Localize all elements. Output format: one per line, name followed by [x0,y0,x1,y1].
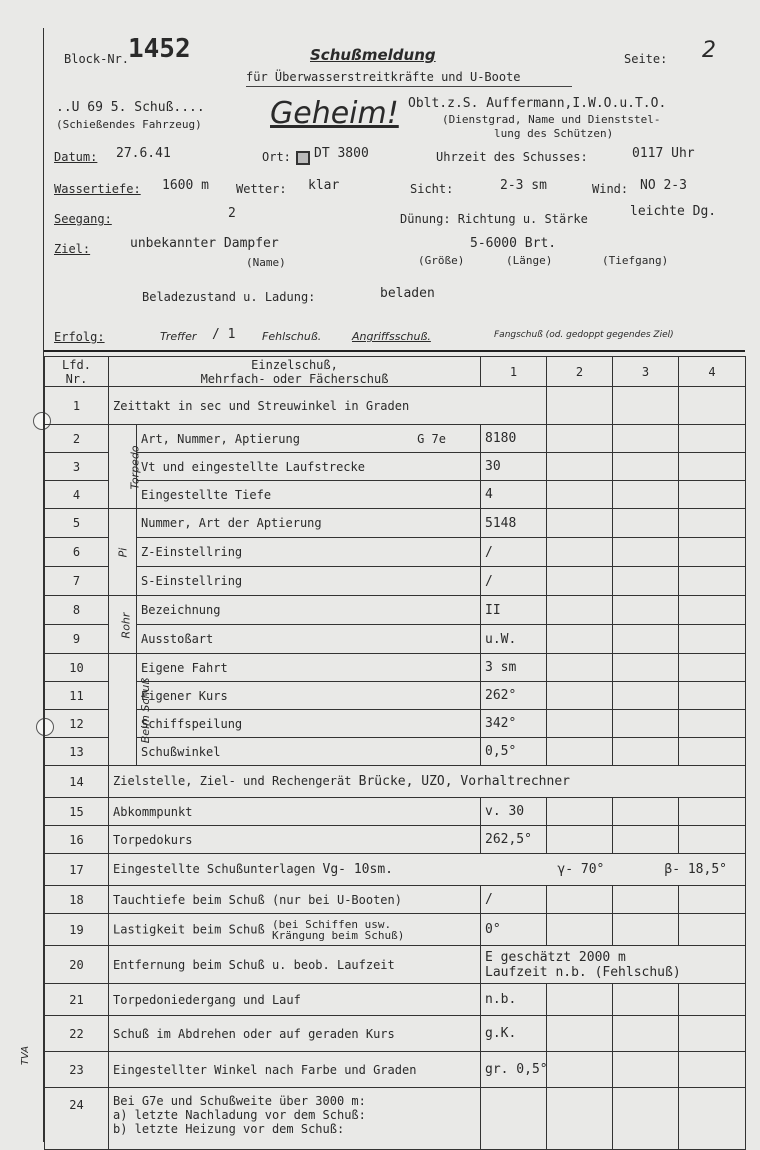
side-mark: TVA [20,1045,32,1066]
uhrzeit-value: 0117 Uhr [632,146,695,161]
erfolg-count: / 1 [212,327,236,342]
table-row: 18 Tauchtiefe beim Schuß (nur bei U-Booten) / [45,886,746,914]
erfolg-fehlschuss: Fehlschuß. [262,330,322,343]
ziel-label: Ziel: [54,242,91,256]
block-number: 1452 [128,34,191,64]
wassertiefe-label: Wassertiefe: [54,182,141,196]
table-row: 3 Vt und eingestellte Laufstrecke 30 [45,453,746,481]
seite-label: Seite: [624,52,668,66]
form-subtitle: für Überwasserstreitkräfte und U-Boote [246,70,521,84]
ziel-caption-name: (Name) [246,256,286,269]
table-row: 14 Zielstelle, Ziel- und Rechengerät Brücke, UZO, Vorhaltrechner [45,766,746,798]
erfolg-fangschuss: Fangschuß (od. gedoppt gegendes Ziel) [494,330,674,340]
ort-value: DT 3800 [314,146,369,161]
table-row: 12 Schiffspeilung 342° [45,710,746,738]
wind-label: Wind: [592,182,629,196]
table-row: 17 Eingestellte Schußunterlagen Vg- 10sm. β- 18,5° γ- 70° [45,854,746,886]
block-label: Block-Nr. [64,52,130,66]
secret-stamp: Geheim! [270,96,399,131]
ziel-caption-groesse: (Größe) [418,254,465,267]
officer-caption-1: (Dienstgrad, Name und Dienststel- [442,113,661,126]
ziel-caption-laenge: (Länge) [506,254,553,267]
table-row: 24 Bei G7e und Schußweite über 3000 m: a) letzte Nachladung vor dem Schuß: b) letzte Heizung vor dem Schuß: [45,1088,746,1150]
ziel-value: unbekannter Dampfer [130,236,279,251]
table-row: 6 Z-Einstellring / [45,538,746,567]
grid-square-icon [296,151,310,165]
ziel-size: 5-6000 Brt. [470,236,557,251]
shooter-vessel: ..U 69 5. Schuß.... [56,100,205,115]
sicht-value: 2-3 sm [500,178,547,193]
datum-value: 27.6.41 [116,146,171,161]
table-row: 4 Eingestellte Tiefe 4 [45,481,746,509]
table-row: 9 Ausstoßart u.W. [45,625,746,654]
ziel-caption-tiefgang: (Tiefgang) [602,254,669,267]
group-torpedo: Torpedo [109,425,137,509]
header-separator [44,350,745,352]
table-row: 21 Torpedoniedergang und Lauf n.b. [45,984,746,1016]
erfolg-treffer: Treffer [160,330,197,343]
table-row: 23 Eingestellter Winkel nach Farbe und Graden gr. 0,5° [45,1052,746,1088]
table-row: 19 Lastigkeit beim Schuß (bei Schiffen usw. Krängung beim Schuß) 0° [45,914,746,946]
table-row: 5 Pi Nummer, Art der Aptierung 5148 [45,509,746,538]
group-rohr: Rohr [109,596,137,654]
beladung-value: beladen [380,286,435,301]
officer-caption-2: lung des Schützen) [494,127,614,140]
header-col-1: 1 [481,357,547,387]
table-row: 15 Abkommpunkt v. 30 [45,798,746,826]
table-row: 7 S-Einstellring / [45,567,746,596]
wassertiefe-value: 1600 m [162,178,209,193]
header-description: Einzelschuß, Mehrfach- oder Fächerschuß [109,357,481,387]
wind-value: NO 2-3 [640,178,687,193]
header-lfd-nr: Lfd. Nr. [45,357,109,387]
header-col-2: 2 [547,357,613,387]
table-row: 8 Rohr Bezeichnung II [45,596,746,625]
erfolg-angriffsschuss: Angriffsschuß. [352,330,431,343]
table-row: 10 Beim Schuß Eigene Fahrt 3 sm [45,654,746,682]
header-col-4: 4 [679,357,746,387]
duenung-label: Dünung: Richtung u. Stärke [400,212,588,226]
group-beim-schuss: Beim Schuß [109,654,137,766]
table-row: 16 Torpedokurs 262,5° [45,826,746,854]
shot-report-table [44,356,746,1150]
subtitle-underline [246,86,572,87]
uhrzeit-label: Uhrzeit des Schusses: [436,150,588,164]
datum-label: Datum: [54,150,98,164]
table-row: 13 Schußwinkel 0,5° [45,738,746,766]
shooter-vessel-caption: (Schießendes Fahrzeug) [56,118,202,131]
table-header-row [45,357,746,387]
form-title: Schußmeldung [310,46,436,64]
wetter-label: Wetter: [236,182,287,196]
table-row: 11 Eigener Kurs 262° [45,682,746,710]
table-row: 22 Schuß im Abdrehen oder auf geraden Kurs g.K. [45,1016,746,1052]
officer-name: Oblt.z.S. Auffermann,I.W.O.u.T.O. [408,96,667,111]
ort-label: Ort: [262,150,291,164]
seegang-label: Seegang: [54,212,112,226]
seite-value: 2 [702,38,716,63]
wetter-value: klar [308,178,340,193]
beladung-label: Beladezustand u. Ladung: [142,290,316,304]
group-pi: Pi [109,509,137,596]
erfolg-label: Erfolg: [54,330,105,344]
sicht-label: Sicht: [410,182,454,196]
header-col-3: 3 [613,357,679,387]
table-row: 1 Zeittakt in sec und Streuwinkel in Graden [45,387,746,425]
duenung-value: leichte Dg. [630,204,717,219]
seegang-value: 2 [228,206,236,221]
table-row: 2 Torpedo Art, Nummer, Aptierung G 7e 8180 [45,425,746,453]
table-row: 20 Entfernung beim Schuß u. beob. Laufzeit E geschätzt 2000 m Laufzeit n.b. (Fehlschuß) [45,946,746,984]
